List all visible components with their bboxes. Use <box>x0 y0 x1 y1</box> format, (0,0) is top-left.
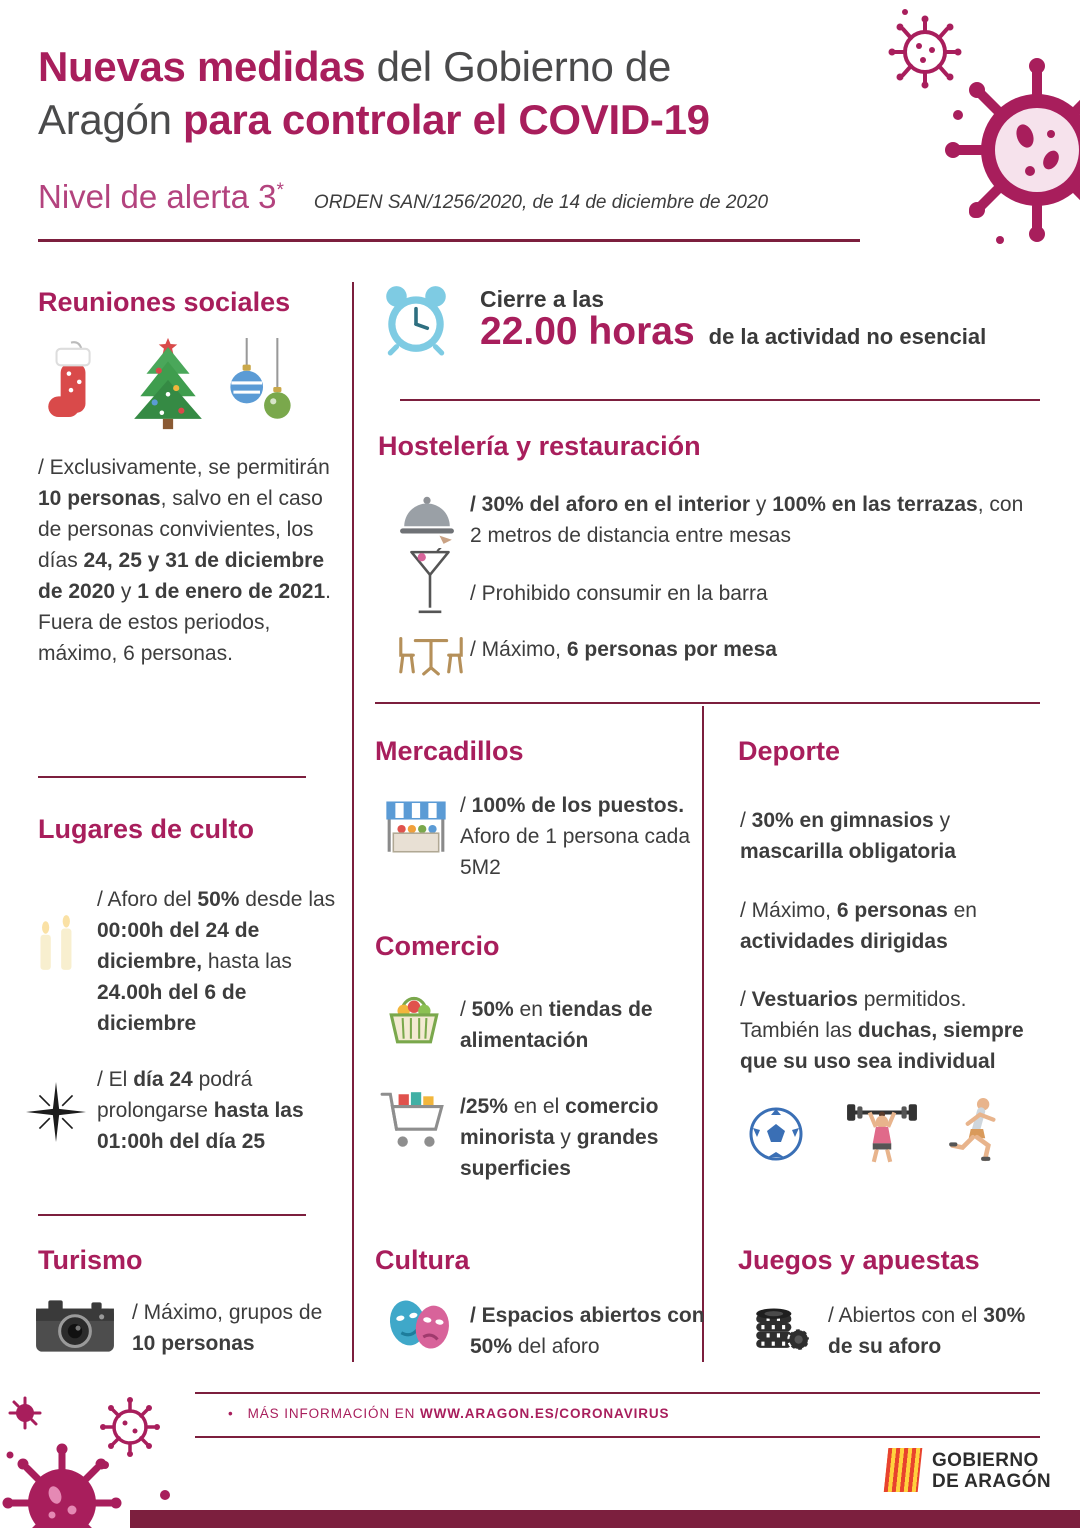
page-title-line2: Aragón para controlar el COVID-19 <box>38 96 710 143</box>
aragon-logo-text: GOBIERNO DE ARAGÓN <box>932 1450 1052 1492</box>
left-column-divider <box>352 282 354 1362</box>
section-heading-turismo: Turismo <box>38 1245 143 1275</box>
cultura-item-1: / Espacios abiertos con 50% del aforo <box>470 1304 705 1358</box>
deporte-item-1: / 30% en gimnasios y mascarilla obligatoria <box>740 809 956 863</box>
turismo-item-1: / Máximo, grupos de 10 personas <box>132 1301 323 1355</box>
section-heading-comercio: Comercio <box>375 931 500 961</box>
comercio-item-1: / 50% en tiendas de alimentación <box>460 998 653 1052</box>
culto-item-2: / El día 24 podrá prolongarse hasta las 01:00h del día 25 <box>97 1068 304 1153</box>
banner-rule <box>400 399 1040 401</box>
christmas-tree-icon <box>128 336 208 432</box>
theater-masks-icon <box>383 1292 457 1356</box>
deporte-item-2: / Máximo, 6 personas en actividades dirigidas <box>740 899 977 953</box>
closing-time: 22.00 horas <box>480 310 695 353</box>
poker-chips-icon <box>750 1294 810 1352</box>
section-heading-deporte: Deporte <box>738 736 841 766</box>
culto-item-1: / Aforo del 50% desde las 00:00h del 24 de diciembre, hasta las 24.00h del 6 de diciembre <box>97 888 336 1035</box>
grocery-basket-icon <box>383 986 445 1046</box>
stocking-icon <box>40 340 102 432</box>
page-title-line1: Nuevas medidas del Gobierno de <box>38 43 672 90</box>
shopping-cart-icon <box>378 1088 450 1154</box>
alarm-clock-icon <box>378 281 454 357</box>
order-reference: ORDEN SAN/1256/2020, de 14 de diciembre de 2020 <box>313 192 769 213</box>
section-heading-culto: Lugares de culto <box>38 814 255 844</box>
section-heading-cultura: Cultura <box>375 1245 470 1275</box>
soccer-ball-icon <box>748 1106 804 1162</box>
alert-row <box>38 178 768 216</box>
hosteleria-item-3: / Máximo, 6 personas por mesa <box>470 638 777 661</box>
cloche-icon <box>398 492 456 544</box>
aragon-flag-icon <box>884 1448 923 1492</box>
left-divider-2 <box>38 1214 306 1216</box>
alert-asterisk: * <box>276 180 284 201</box>
closing-suffix: de la actividad no esencial <box>708 324 987 349</box>
sparkle-star-icon <box>26 1082 86 1142</box>
hosteleria-rule <box>375 702 1040 704</box>
section-heading-hosteleria: Hostelería y restauración <box>378 431 701 461</box>
deporte-item-3: / Vestuarios permitidos. También las duchas, siempre que su uso sea individual <box>740 988 1024 1073</box>
footer-info-url: WWW.ARAGON.ES/CORONAVIRUS <box>419 1406 670 1421</box>
market-stall-icon <box>383 796 449 858</box>
candles-icon <box>26 912 88 974</box>
header-rule <box>38 239 860 242</box>
reuniones-body: / Exclusivamente, se permitirán 10 personas, salvo en el caso de personas convivientes, los días 24, 25 y 31 de diciembre de 2020 y 1 de enero de 2021. Fuera de estos periodos, máximo, 6 personas. <box>38 456 332 665</box>
bottom-bar <box>130 1510 1080 1528</box>
left-divider-1 <box>38 776 306 778</box>
footer-info-prefix: MÁS INFORMACIÓN EN <box>247 1406 420 1421</box>
table-chairs-icon <box>396 626 466 676</box>
cocktail-icon <box>408 548 452 618</box>
hosteleria-item-1: / 30% del aforo en el interior y 100% en las terrazas, con 2 metros de distancia entre mesas <box>470 493 1024 547</box>
footer-rule-top <box>195 1392 1040 1394</box>
virus-icon-bottom <box>0 1395 210 1528</box>
mercadillos-item-1: / 100% de los puestos. Aforo de 1 persona cada 5M2 <box>460 794 690 879</box>
footer-rule-bottom <box>195 1436 1040 1438</box>
footer-bullet: • <box>228 1406 234 1421</box>
section-heading-reuniones: Reuniones sociales <box>38 287 291 317</box>
closing-prefix: Cierre a las <box>480 286 605 312</box>
alert-level: Nivel de alerta 3* <box>38 178 284 215</box>
runner-icon <box>948 1096 1008 1164</box>
virus-icon <box>845 0 1080 300</box>
weightlifter-icon <box>845 1098 919 1164</box>
footer-info <box>228 1406 669 1421</box>
comercio-item-2: /25% en el comercio minorista y grandes superficies <box>460 1095 659 1180</box>
juegos-item-1: / Abiertos con el 30% de su aforo <box>828 1304 1026 1358</box>
camera-icon <box>34 1296 116 1356</box>
hosteleria-item-2: / Prohibido consumir en la barra <box>470 582 768 605</box>
section-heading-juegos: Juegos y apuestas <box>738 1245 980 1275</box>
ornaments-icon <box>224 338 298 432</box>
section-heading-mercadillos: Mercadillos <box>375 736 524 766</box>
